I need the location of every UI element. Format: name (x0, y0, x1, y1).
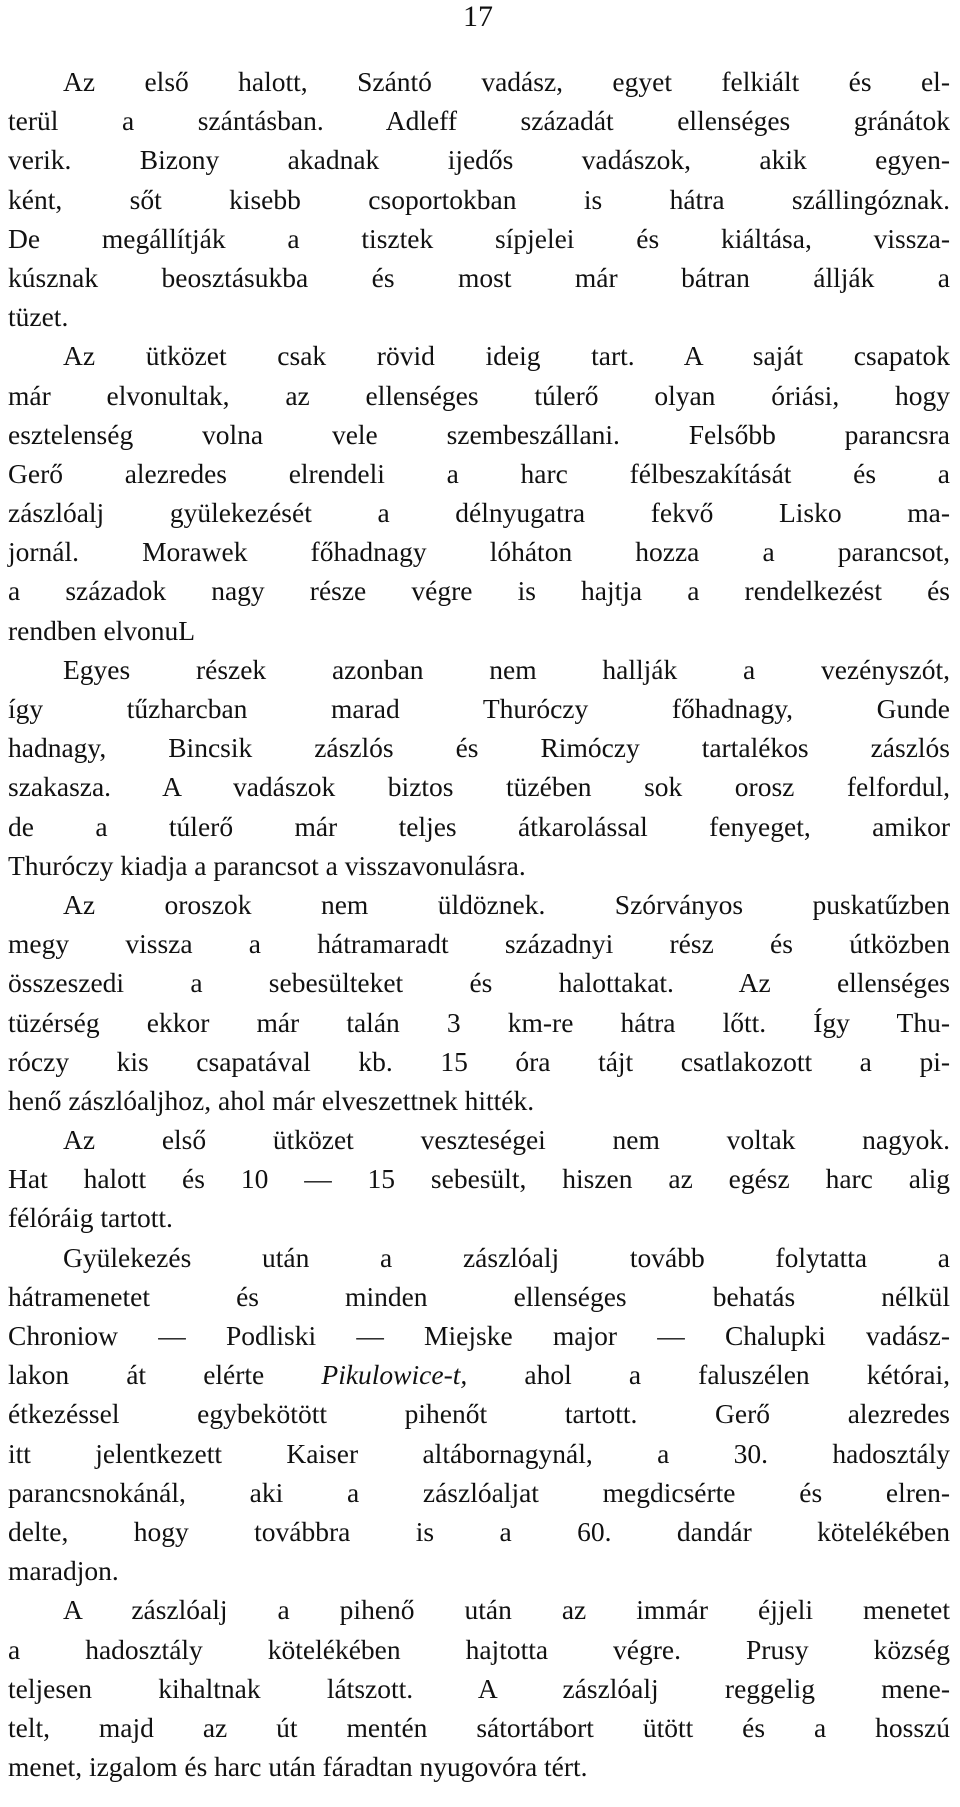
text-line (8, 1355, 950, 1394)
page-number: 17 (463, 0, 493, 33)
text-line: róczy kis csapatával kb. 15 óra tájt csatlakozott a pi- (8, 1045, 950, 1077)
text-line: összeszedi a sebesülteket és halottakat. Az ellenséges (8, 967, 950, 999)
text-line: jornál. Morawek főhadnagy lóháton hozza a parancsot, (8, 536, 950, 568)
body-text (8, 62, 950, 1786)
italic-place-name: Pikulowice-t, (321, 1359, 468, 1391)
text-line: henő zászlóaljhoz, ahol már elveszettnek hitték. (8, 1084, 535, 1116)
text-line: De megállítják a tisztek sípjelei és kiáltása, vissza- (8, 222, 950, 254)
text-line: terül a szántásban. Adleff századát ellenséges gránátok (8, 105, 950, 137)
text-line: megy vissza a hátramaradt századnyi rész és útközben (8, 928, 950, 960)
text-fragment: ahol a faluszélen kétórai, (467, 1359, 950, 1391)
text-line: szakasza. A vadászok biztos tüzében sok orosz felfordul, (8, 771, 950, 803)
text-line: telt, majd az út mentén sátortábort ütött és a hosszú (8, 1711, 950, 1743)
text-line: Hat halott és 10 — 15 sebesült, hiszen az egész harc alig (8, 1163, 950, 1195)
text-line: teljesen kihaltnak látszott. A zászlóalj reggelig mene- (8, 1672, 950, 1704)
text-line: Az oroszok nem üldöznek. Szórványos puskatűzben (63, 888, 950, 920)
text-line: Az ütközet csak rövid ideig tart. A saját csapatok (63, 340, 950, 372)
text-line: zászlóalj gyülekezését a délnyugatra fekvő Lisko ma- (8, 497, 950, 529)
text-line: esztelenség volna vele szembeszállani. Felsőbb parancsra (8, 418, 950, 450)
text-line: kúsznak beosztásukba és most már bátran állják a (8, 261, 950, 293)
text-line: már elvonultak, az ellenséges túlerő olyan óriási, hogy (8, 379, 950, 411)
text-line: Chroniow — Podliski — Miejske major — Chalupki vadász- (8, 1320, 950, 1351)
text-fragment: lakon át elérte (8, 1359, 322, 1391)
text-line: itt jelentkezett Kaiser altábornagynál, a 30. hadosztály (8, 1437, 950, 1469)
text-line: hátramenetet és minden ellenséges behatás nélkül (8, 1280, 950, 1312)
text-line: delte, hogy továbbra is a 60. dandár kötelékében (8, 1515, 950, 1547)
text-line: a századok nagy része végre is hajtja a rendelkezést és (8, 575, 950, 607)
text-line: tüzérség ekkor már talán 3 km-re hátra lőtt. Így Thu- (8, 1006, 950, 1038)
text-line: Az első ütközet veszteségei nem voltak nagyok. (63, 1124, 950, 1156)
text-line: parancsnokánál, aki a zászlóaljat megdicsérte és elren- (8, 1476, 950, 1508)
text-line: étkezéssel egybekötött pihenőt tartott. Gerő alezredes (8, 1398, 950, 1430)
text-line: de a túlerő már teljes átkarolással fenyeget, amikor (8, 810, 950, 842)
text-line: Gyülekezés után a zászlóalj tovább folytatta a (63, 1241, 950, 1273)
text-line: tüzet. (8, 301, 69, 333)
text-line: ként, sőt kisebb csoportokban is hátra szállingóznak. (8, 183, 950, 215)
text-line: menet, izgalom és harc után fáradtan nyugovóra tért. (8, 1751, 588, 1783)
text-line: Gerő alezredes elrendeli a harc félbeszakítását és a (8, 457, 950, 489)
text-line: verik. Bizony akadnak ijedős vadászok, akik egyen- (8, 144, 950, 176)
text-line: a hadosztály kötelékében hajtotta végre. Prusy község (8, 1633, 950, 1665)
text-line: A zászlóalj a pihenő után az immár éjjeli menetet (63, 1594, 950, 1626)
text-line: Az első halott, Szántó vadász, egyet felkiált és el- (63, 66, 950, 97)
text-line: Egyes részek azonban nem hallják a vezényszót, (63, 653, 950, 685)
text-line: Thuróczy kiadja a parancsot a visszavonulásra. (8, 849, 526, 881)
text-line: maradjon. (8, 1555, 119, 1587)
text-line: rendben elvonuL (8, 614, 196, 646)
text-line: félóráig tartott. (8, 1202, 173, 1234)
text-line: hadnagy, Bincsik zászlós és Rimóczy tartalékos zászlós (8, 732, 950, 764)
text-line: így tűzharcban marad Thuróczy főhadnagy, Gunde (8, 693, 950, 724)
